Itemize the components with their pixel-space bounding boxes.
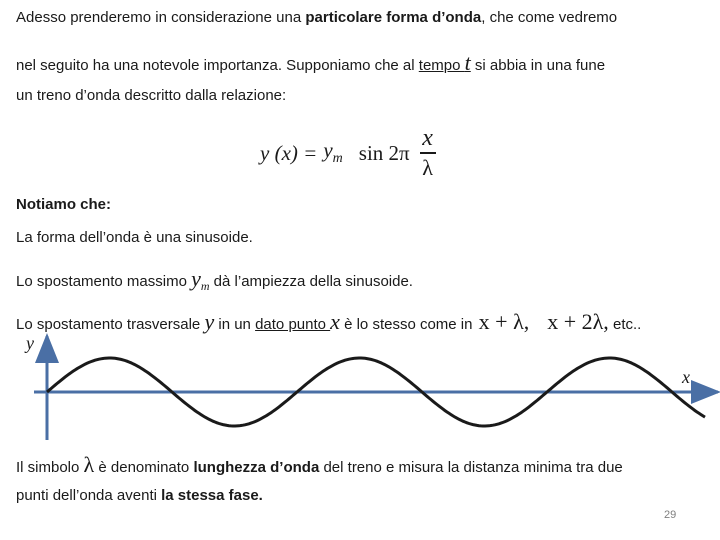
x-plus-lambda: x + λ, [478,309,530,334]
page-number: 29 [664,509,677,521]
x-symbol: x [330,309,340,334]
intro-line-3: un treno d’onda descritto dalla relazione: [16,87,287,104]
formula-function: sin 2π [358,140,410,165]
amplitude-symbol: y [191,266,201,291]
formula-lhs: y (x) = [260,140,318,165]
y-symbol: y [204,309,215,334]
same-phase-term: la stessa fase. [161,487,263,504]
wavelength-term: lunghezza d’onda [193,459,320,476]
conclusion-line-1 [16,452,623,478]
time-word: tempo [418,57,465,74]
fraction-denominator: λ [422,155,433,180]
conclusion-text: è denominato [94,459,194,476]
amplitude-subscript: m [200,279,210,293]
note-text: dà l’ampiezza della sinusoide. [209,273,413,290]
note-text: in un [214,316,256,333]
note-text: Lo spostamento trasversale [16,316,205,333]
conclusion-text: del treno e misura la distanza minima tra due [319,459,623,476]
y-axis-label: y [26,333,34,353]
note-1: La forma dell’onda è una sinusoide. [16,229,253,246]
lambda-symbol: λ [83,452,95,477]
note-text: Lo spostamento massimo [16,273,192,290]
time-symbol: t [464,50,471,75]
intro-text: Adesso prenderemo in considerazione una [16,9,306,26]
intro-text: , che come vedremo [481,9,618,26]
amplitude-subscript: m [332,151,343,167]
conclusion-text: punti dell’onda aventi [16,487,162,504]
intro-text: si abbia in una fune [470,57,606,74]
conclusion-line-2 [16,487,263,504]
fraction-numerator: x [422,125,433,151]
intro-text: nel seguito ha una notevole importanza. Supponiamo che al [16,57,419,74]
note-text: è lo stesso come in [339,316,477,333]
x-axis-label: x [682,367,690,387]
note-text: etc.. [608,316,642,333]
wave-form-term: particolare forma d’onda [305,9,482,26]
given-point-underlined: dato punto [255,316,331,333]
notes-heading: Notiamo che: [16,196,112,213]
amplitude-symbol: y [323,138,333,163]
conclusion-text: Il simbolo [16,459,84,476]
x-plus-2lambda: x + 2λ, [547,309,609,334]
